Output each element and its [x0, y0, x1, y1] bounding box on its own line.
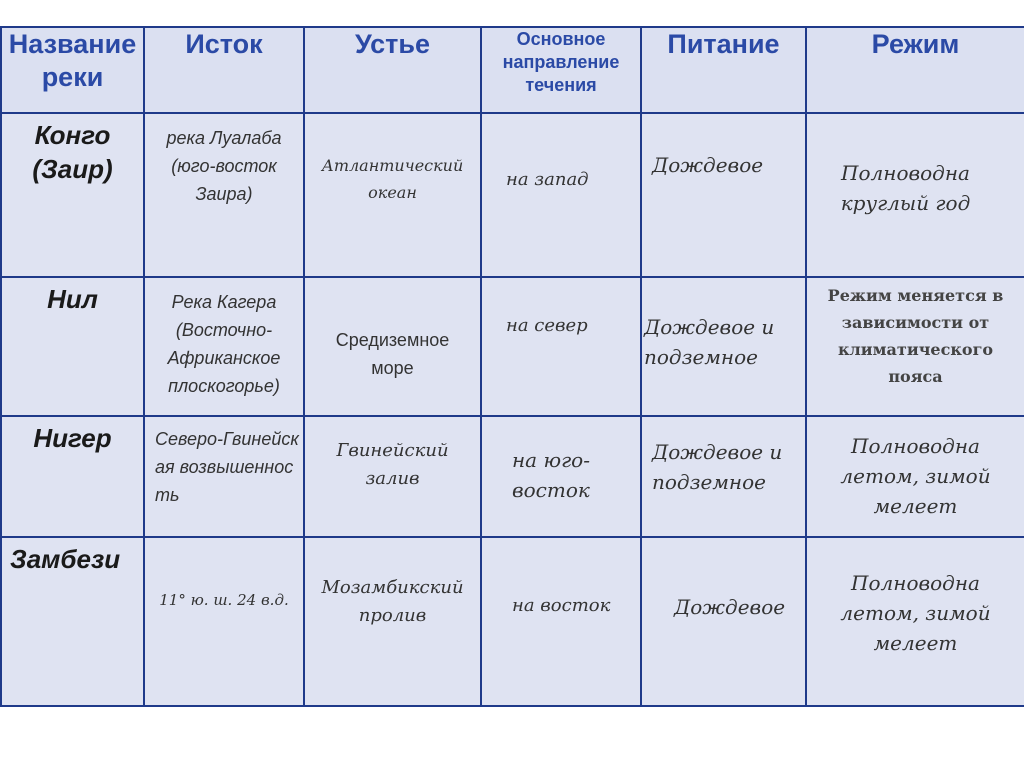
table-row [1, 537, 1024, 706]
river-name-cell: Нил [1, 277, 144, 416]
source-text: Северо-Гвинейская возвышенность [155, 429, 299, 505]
source-cell [144, 537, 304, 706]
rivers-table [0, 26, 1024, 707]
supply-cell [641, 537, 806, 706]
mouth-text: Гвинейский залив [336, 440, 449, 489]
supply-cell [641, 416, 806, 537]
regime-text: Полноводна круглый год [840, 161, 971, 215]
direction-text: на запад [506, 169, 589, 190]
table-row [1, 416, 1024, 537]
regime-text: Полноводна летом, зимой мелеет [840, 571, 991, 655]
supply-text: Дождевое [652, 153, 764, 177]
direction-text: на север [506, 315, 588, 336]
supply-text: Дождевое и подземное [652, 440, 783, 494]
regime-text: Полноводна летом, зимой мелеет [840, 434, 991, 518]
table-row [1, 113, 1024, 277]
mouth-cell [304, 416, 481, 537]
river-name-cell: Нигер [1, 416, 144, 537]
direction-text: на юго-восток [512, 448, 590, 502]
supply-cell [641, 113, 806, 277]
direction-cell [481, 113, 641, 277]
source-text: река Луалаба (юго-восток Заира) [166, 128, 282, 204]
source-text: 11° ю. ш. 24 в.д. [159, 591, 289, 609]
regime-cell [806, 277, 1024, 416]
supply-text: Дождевое и подземное [644, 315, 775, 369]
regime-cell [806, 113, 1024, 277]
header-mouth: Устье [304, 27, 481, 113]
mouth-text: Атлантический океан [321, 156, 464, 202]
header-supply: Питание [641, 27, 806, 113]
regime-cell [806, 416, 1024, 537]
table-row [1, 277, 1024, 416]
source-cell [144, 277, 304, 416]
mouth-cell [304, 113, 481, 277]
table-header-row [1, 27, 1024, 113]
direction-text: на восток [512, 595, 611, 616]
header-river-name: Название реки [1, 27, 144, 113]
header-regime: Режим [806, 27, 1024, 113]
mouth-text: Мозамбикский пролив [321, 577, 464, 626]
header-source: Исток [144, 27, 304, 113]
regime-text: Режим меняется в зависимости от климатического пояса [827, 286, 1004, 386]
source-cell [144, 113, 304, 277]
header-direction: Основное направление течения [481, 27, 641, 113]
mouth-cell [304, 537, 481, 706]
supply-text: Дождевое [674, 595, 786, 619]
mouth-text: Средиземное море [335, 330, 450, 378]
river-name-cell: Замбези [1, 537, 144, 706]
regime-cell [806, 537, 1024, 706]
river-name-cell: Конго (Заир) [1, 113, 144, 277]
direction-cell [481, 537, 641, 706]
supply-cell [641, 277, 806, 416]
source-cell [144, 416, 304, 537]
direction-cell [481, 277, 641, 416]
direction-cell [481, 416, 641, 537]
source-text: Река Кагера (Восточно-Африканское плоскогорье) [167, 292, 281, 396]
mouth-cell [304, 277, 481, 416]
